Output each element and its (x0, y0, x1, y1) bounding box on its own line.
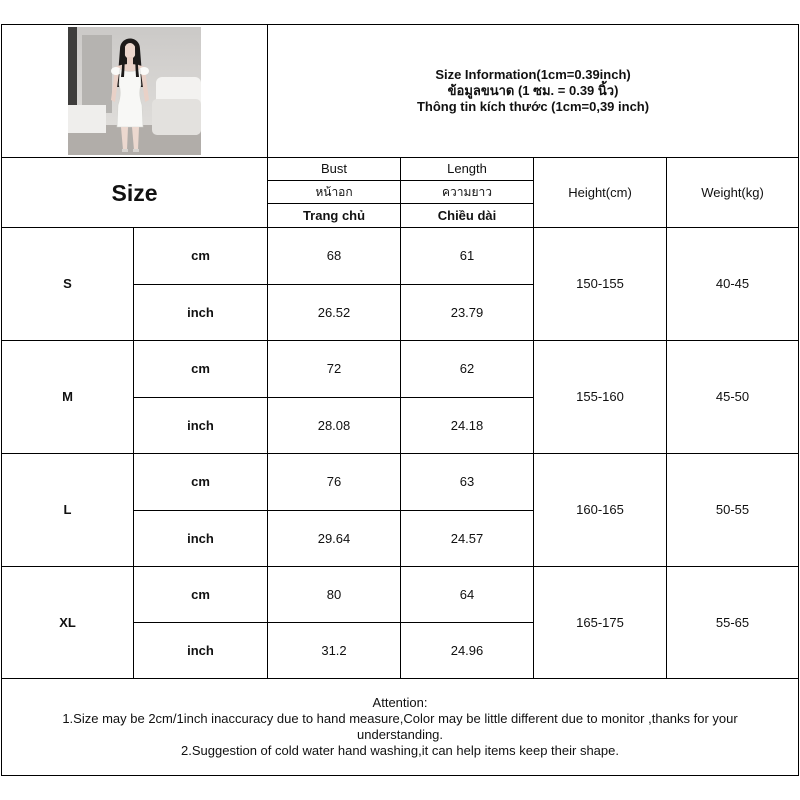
bust-value: 31.2 (268, 623, 401, 679)
size-information-title (268, 25, 799, 158)
length-header-vietnamese: Chiều dài (401, 204, 534, 228)
bust-value: 76 (268, 454, 401, 511)
bust-value: 68 (268, 228, 401, 285)
bust-header-thai: หน้าอก (268, 181, 401, 204)
length-value: 24.96 (401, 623, 534, 679)
size-row-xl-cm (2, 567, 799, 623)
unit-label: cm (134, 341, 268, 398)
height-range: 150-155 (534, 228, 667, 341)
title-line-thai: ข้อมูลขนาด (1 ซม. = 0.39 นิ้ว) (447, 83, 619, 98)
size-label: M (2, 341, 134, 454)
length-value: 61 (401, 228, 534, 285)
bust-value: 72 (268, 341, 401, 398)
unit-label: cm (134, 567, 268, 623)
attention-notes (2, 679, 799, 776)
size-label: XL (2, 567, 134, 679)
unit-label: inch (134, 511, 268, 567)
height-range: 155-160 (534, 341, 667, 454)
height-range: 160-165 (534, 454, 667, 567)
unit-label: cm (134, 454, 268, 511)
weight-range: 50-55 (667, 454, 799, 567)
length-header-thai: ความยาว (401, 181, 534, 204)
bust-value: 29.64 (268, 511, 401, 567)
attention-line: 2.Suggestion of cold water hand washing,it can help items keep their shape. (181, 743, 619, 758)
height-column-header: Height(cm) (534, 158, 667, 228)
size-label: L (2, 454, 134, 567)
length-value: 24.18 (401, 398, 534, 454)
title-line-english: Size Information(1cm=0.39inch) (435, 67, 631, 82)
length-value: 64 (401, 567, 534, 623)
attention-line: understanding. (357, 727, 444, 742)
size-chart-table (1, 24, 799, 776)
size-row-m-cm (2, 341, 799, 398)
unit-label: cm (134, 228, 268, 285)
bust-value: 28.08 (268, 398, 401, 454)
unit-label: inch (134, 285, 268, 341)
unit-label: inch (134, 623, 268, 679)
weight-column-header: Weight(kg) (667, 158, 799, 228)
size-column-header: Size (2, 158, 268, 228)
product-photo (68, 27, 201, 155)
weight-range: 40-45 (667, 228, 799, 341)
bust-value: 26.52 (268, 285, 401, 341)
size-label: S (2, 228, 134, 341)
product-photo-cell (2, 25, 268, 158)
size-row-l-cm (2, 454, 799, 511)
bust-header-vietnamese: Trang chủ (268, 204, 401, 228)
bust-header-english: Bust (268, 158, 401, 181)
size-row-s-cm (2, 228, 799, 285)
length-value: 24.57 (401, 511, 534, 567)
unit-label: inch (134, 398, 268, 454)
weight-range: 45-50 (667, 341, 799, 454)
attention-line: 1.Size may be 2cm/1inch inaccuracy due to hand measure,Color may be little different due to monitor ,thanks for your (62, 711, 738, 726)
bust-value: 80 (268, 567, 401, 623)
length-value: 62 (401, 341, 534, 398)
attention-heading: Attention: (372, 695, 428, 710)
title-line-vietnamese: Thông tin kích thước (1cm=0,39 inch) (416, 99, 650, 114)
height-range: 165-175 (534, 567, 667, 679)
length-value: 63 (401, 454, 534, 511)
length-header-english: Length (401, 158, 534, 181)
weight-range: 55-65 (667, 567, 799, 679)
length-value: 23.79 (401, 285, 534, 341)
